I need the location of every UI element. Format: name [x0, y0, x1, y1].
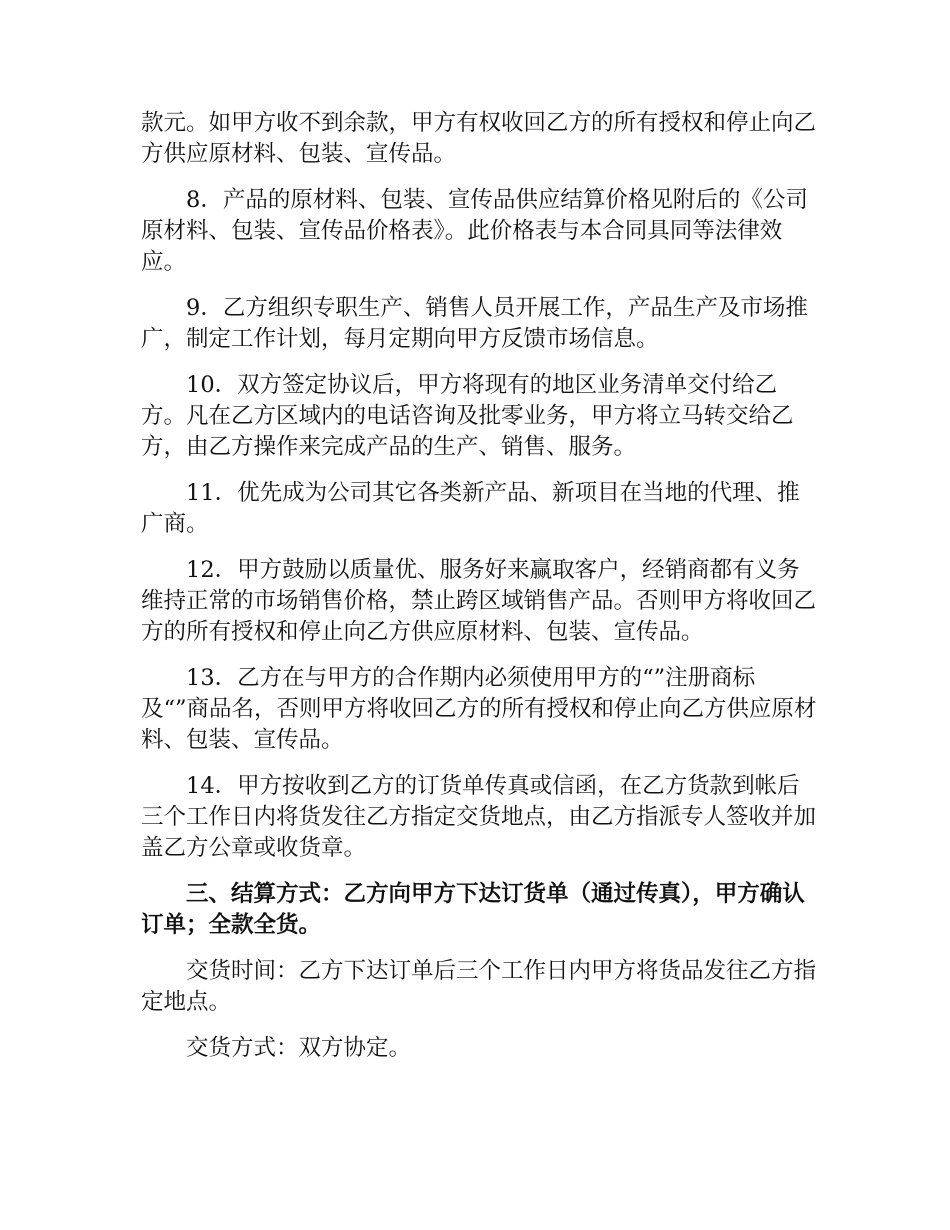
paragraph-item-13: 13．乙方在与甲方的合作期内必须使用甲方的“”注册商标及“”商品名，否则甲方将收回乙方的所有授权和停止向乙方供应原材料、包装、宣传品。 — [141, 665, 817, 753]
paragraph-delivery-time: 交货时间：乙方下达订单后三个工作日内甲方将货品发往乙方指定地点。 — [141, 958, 817, 1015]
paragraph-item-9: 9．乙方组织专职生产、销售人员开展工作，产品生产及市场推广，制定工作计划，每月定期向甲方反馈市场信息。 — [141, 295, 808, 352]
paragraph-item-14: 14．甲方按收到乙方的订货单传真或信函，在乙方货款到帐后三个工作日内将货发往乙方指定交货地点，由乙方指派专人签收并加盖乙方公章或收货章。 — [141, 773, 817, 861]
paragraph-item-11: 11．优先成为公司其它各类新产品、新项目在当地的代理、推广商。 — [141, 480, 800, 537]
paragraph-item-12: 12．甲方鼓励以质量优、服务好来赢取客户，经销商都有义务维持正常的市场销售价格，禁止跨区域销售产品。否则甲方将收回乙方的所有授权和停止向乙方供应原材料、包装、宣传品。 — [141, 557, 817, 645]
paragraph-continuation: 款元。如甲方收不到余款，甲方有权收回乙方的所有授权和停止向乙方供应原材料、包装、宣传品。 — [141, 110, 817, 167]
paragraph-delivery-method: 交货方式：双方协定。 — [186, 1035, 412, 1061]
document-page — [141, 108, 821, 1079]
section-heading-settlement: 三、结算方式：乙方向甲方下达订货单（通过传真），甲方确认订单；全款全货。 — [141, 881, 805, 938]
paragraph-item-10: 10．双方签定协议后，甲方将现有的地区业务清单交付给乙方。凡在乙方区域内的电话咨询及批零业务，甲方将立马转交给乙方，由乙方操作来完成产品的生产、销售、服务。 — [141, 372, 794, 460]
paragraph-item-8: 8．产品的原材料、包装、宣传品供应结算价格见附后的《公司原材料、包装、宣传品价格表》。此价格表与本合同具同等法律效应。 — [141, 187, 808, 275]
